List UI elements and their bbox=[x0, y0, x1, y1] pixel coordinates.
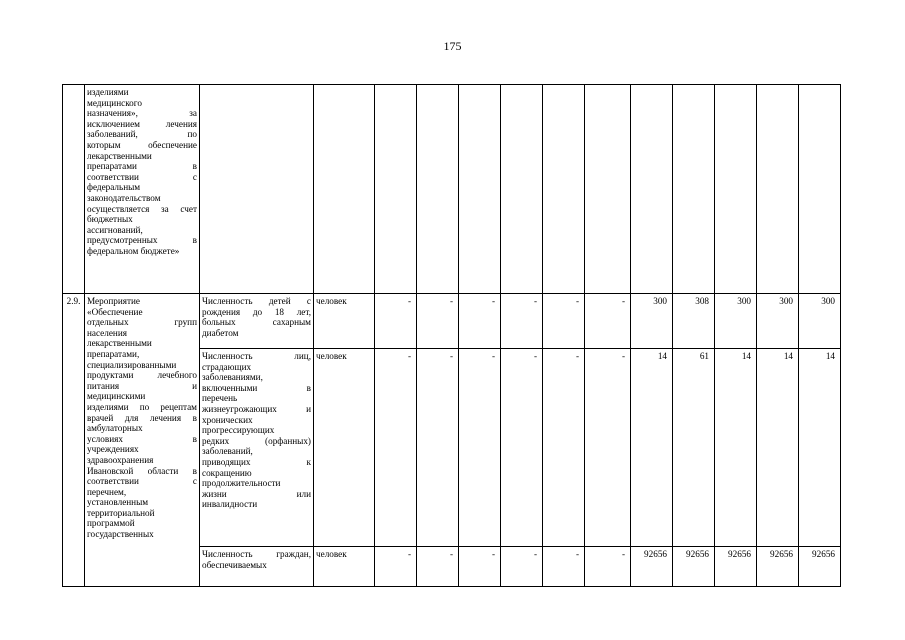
indicator-value-cell: - bbox=[417, 547, 459, 587]
event-description-line: специализированными bbox=[87, 359, 177, 370]
indicator-value-cell: - bbox=[459, 349, 501, 547]
indicator-value-cell: - bbox=[585, 294, 631, 349]
indicator-name-line: жизнеугрожающих и bbox=[202, 403, 311, 414]
event-description-line: учреждениях bbox=[87, 444, 139, 455]
page-number: 175 bbox=[443, 39, 462, 53]
event-description-line: которым обеспечение bbox=[87, 139, 197, 150]
empty-cell bbox=[673, 85, 715, 294]
continuation-row bbox=[63, 85, 841, 294]
indicator-name-line: инвалидности bbox=[202, 499, 258, 510]
event-description-line: «Обеспечение bbox=[87, 306, 143, 317]
unit-cell: человек bbox=[314, 349, 375, 547]
event-description-line: территориальной bbox=[87, 507, 155, 518]
event-description-line: заболеваний, по bbox=[87, 129, 197, 140]
event-description-line: препаратами, bbox=[87, 348, 140, 359]
indicator-value-cell: - bbox=[375, 294, 417, 349]
empty-cell bbox=[631, 85, 673, 294]
indicator-name-line: больных сахарным bbox=[202, 317, 311, 328]
empty-cell bbox=[543, 85, 585, 294]
empty-cell bbox=[375, 85, 417, 294]
indicator-row bbox=[63, 294, 841, 349]
empty-cell bbox=[501, 85, 543, 294]
indicator-value-cell: - bbox=[585, 349, 631, 547]
indicator-name-line: Численность лиц, bbox=[202, 351, 311, 361]
indicator-name-line: сокращению bbox=[202, 467, 252, 478]
event-description-line: бюджетных bbox=[87, 214, 133, 225]
indicator-value-cell: - bbox=[543, 547, 585, 587]
indicator-name-line: прогрессирующих bbox=[202, 425, 275, 436]
event-description-line: государственных bbox=[87, 529, 154, 540]
event-description-line: препаратами в bbox=[87, 161, 197, 172]
unit-cell: человек bbox=[314, 547, 375, 587]
indicator-name-line: страдающих bbox=[202, 361, 252, 372]
indicator-value-cell: 300 bbox=[799, 294, 841, 349]
event-description-line: амбулаторных bbox=[87, 423, 143, 434]
unit-cell: человек bbox=[314, 294, 375, 349]
indicator-value-cell: - bbox=[501, 349, 543, 547]
indicator-value-cell: - bbox=[375, 547, 417, 587]
indicator-value-cell: 300 bbox=[757, 294, 799, 349]
event-description-line: программой bbox=[87, 518, 135, 529]
indicator-value-cell: 92656 bbox=[799, 547, 841, 587]
event-description-line: изделиями bbox=[87, 87, 129, 97]
indicator-value-cell: - bbox=[501, 547, 543, 587]
indicator-name-line: рождения до 18 лет, bbox=[202, 306, 311, 317]
indicator-name-line: заболеваниями, bbox=[202, 372, 263, 383]
event-description-line: населения bbox=[87, 327, 127, 338]
event-description-line: предусмотренных в bbox=[87, 235, 197, 246]
indicator-value-cell: - bbox=[417, 349, 459, 547]
indicator-name-cell bbox=[200, 349, 314, 547]
event-description-line: осуществляется за счет bbox=[87, 203, 197, 214]
indicator-value-cell: - bbox=[501, 294, 543, 349]
event-description-line: лекарственными bbox=[87, 150, 152, 161]
event-description-line: медицинскими bbox=[87, 391, 146, 402]
program-indicators-table bbox=[62, 84, 841, 587]
event-description-line: лекарственными bbox=[87, 338, 152, 349]
row-number: 2.9. bbox=[66, 296, 81, 306]
empty-cell bbox=[799, 85, 841, 294]
indicator-value-cell: - bbox=[375, 349, 417, 547]
indicator-value-cell: - bbox=[543, 349, 585, 547]
number-cell bbox=[63, 85, 85, 294]
indicator-value-cell: 61 bbox=[673, 349, 715, 547]
indicator-value-cell: 14 bbox=[799, 349, 841, 547]
indicator-value-cell: - bbox=[585, 547, 631, 587]
empty-cell bbox=[715, 85, 757, 294]
event-description-line: установленным bbox=[87, 497, 149, 508]
indicator-name-line: перечень bbox=[202, 393, 238, 404]
event-description-line: медицинского bbox=[87, 97, 142, 108]
event-description-cell bbox=[85, 85, 200, 294]
empty-cell bbox=[314, 85, 375, 294]
event-description-line: питания и bbox=[87, 380, 197, 391]
empty-cell bbox=[757, 85, 799, 294]
event-description-line: перечнем, bbox=[87, 486, 127, 497]
indicator-name-cell bbox=[200, 547, 314, 587]
indicator-value-cell: - bbox=[417, 294, 459, 349]
event-description-line: условиях в bbox=[87, 433, 197, 444]
event-description-cell bbox=[85, 294, 200, 587]
indicator-value-cell: - bbox=[459, 294, 501, 349]
event-description-line: здравоохранения bbox=[87, 454, 154, 465]
indicator-value-cell: 14 bbox=[757, 349, 799, 547]
event-description-line: Мероприятие bbox=[87, 296, 140, 306]
indicator-name-line: приводящих к bbox=[202, 456, 311, 467]
event-description-line: федеральным bbox=[87, 182, 141, 193]
event-description-line: ассигнований, bbox=[87, 224, 143, 235]
indicator-value-cell: 92656 bbox=[715, 547, 757, 587]
event-description-line: федеральном бюджете» bbox=[87, 245, 180, 256]
indicator-value-cell: 308 bbox=[673, 294, 715, 349]
indicator-name-line: включенными в bbox=[202, 382, 311, 393]
indicator-name-line: жизни или bbox=[202, 488, 311, 499]
empty-cell bbox=[200, 85, 314, 294]
indicator-name-line: заболеваний, bbox=[202, 446, 253, 457]
event-description-line: соответствии с bbox=[87, 171, 197, 182]
event-description-line: изделиями по рецептам bbox=[87, 401, 197, 412]
indicator-value-cell: - bbox=[459, 547, 501, 587]
indicator-value-cell: - bbox=[543, 294, 585, 349]
event-description-line: назначения», за bbox=[87, 108, 197, 119]
indicator-value-cell: 14 bbox=[715, 349, 757, 547]
event-description-line: Ивановской области в bbox=[87, 465, 197, 476]
event-description-line: соответствии с bbox=[87, 476, 197, 487]
indicator-value-cell: 92656 bbox=[673, 547, 715, 587]
indicator-value-cell: 92656 bbox=[757, 547, 799, 587]
indicator-name-cell bbox=[200, 294, 314, 349]
indicator-name-line: продолжительности bbox=[202, 478, 281, 489]
indicator-value-cell: 300 bbox=[715, 294, 757, 349]
indicator-value-cell: 300 bbox=[631, 294, 673, 349]
indicator-value-cell: 92656 bbox=[631, 547, 673, 587]
indicator-name-line: хронических bbox=[202, 414, 253, 425]
empty-cell bbox=[417, 85, 459, 294]
indicator-name-line: обеспечиваемых bbox=[202, 559, 267, 570]
indicator-name-line: редких (орфанных) bbox=[202, 435, 311, 446]
empty-cell bbox=[459, 85, 501, 294]
row-number-cell bbox=[63, 294, 85, 587]
empty-cell bbox=[585, 85, 631, 294]
indicator-value-cell: 14 bbox=[631, 349, 673, 547]
indicator-name-line: диабетом bbox=[202, 327, 239, 338]
event-description-line: законодательством bbox=[87, 192, 161, 203]
event-description-line: исключением лечения bbox=[87, 118, 197, 129]
indicator-name-line: Численность детей с bbox=[202, 296, 311, 306]
event-description-line: врачей для лечения в bbox=[87, 412, 197, 423]
event-description-line: отдельных групп bbox=[87, 317, 197, 328]
event-description-line: продуктами лечебного bbox=[87, 370, 197, 381]
indicator-name-line: Численность граждан, bbox=[202, 549, 311, 559]
